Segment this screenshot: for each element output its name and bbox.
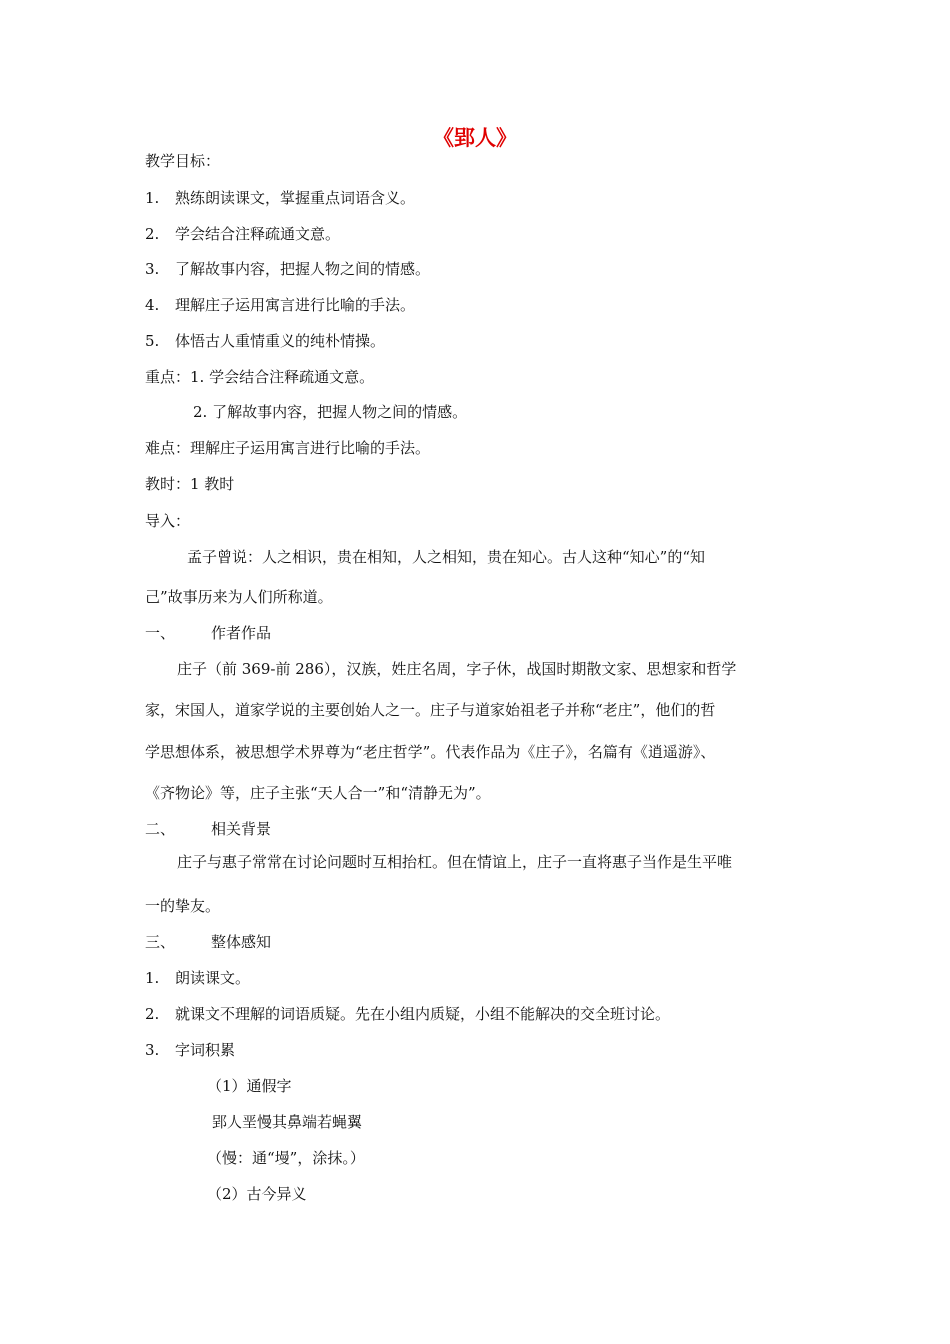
key-points (145, 367, 374, 387)
objective-item (145, 331, 385, 351)
intro-paragraph-line: 孟子曾说：人之相识，贵在相知，人之相知，贵在知心。古人这种“知心”的“知 (187, 548, 706, 566)
section-heading (145, 819, 271, 839)
vocab-subheading: （2）古今异义 (207, 1185, 307, 1203)
objective-number: 3. (145, 260, 160, 278)
objective-number: 1. (145, 189, 160, 207)
section-heading (145, 932, 271, 952)
objective-item (145, 224, 340, 244)
author-paragraph-line: 学思想体系，被思想学术界尊为“老庄哲学”。代表作品为《庄子》，名篇有《逍遥游》、 (145, 743, 716, 761)
list-item-number: 2. (145, 1005, 160, 1023)
difficulty-label: 难点： (145, 439, 191, 457)
section-title: 相关背景 (211, 820, 272, 838)
key-points-label: 重点： (145, 368, 191, 386)
list-item (145, 1040, 235, 1060)
section-title: 整体感知 (211, 933, 272, 951)
list-item-number: 3. (145, 1041, 160, 1059)
key-point-item: 1. 学会结合注释疏通文意。 (190, 368, 375, 386)
key-point-item: 2. 了解故事内容，把握人物之间的情感。 (193, 403, 468, 421)
intro-paragraph-line: 己”故事历来为人们所称道。 (145, 588, 333, 606)
objectives-heading: 教学目标： (145, 152, 221, 170)
section-heading (145, 623, 271, 643)
objective-text: 了解故事内容，把握人物之间的情感。 (175, 260, 431, 278)
vocab-subheading: （1）通假字 (207, 1077, 292, 1095)
list-item (145, 1004, 670, 1024)
objective-text: 体悟古人重情重义的纯朴情操。 (175, 332, 386, 350)
intro-heading: 导入： (145, 512, 191, 530)
difficulty (145, 438, 430, 458)
vocab-note: （慢：通“墁”，涂抹。） (207, 1149, 365, 1167)
section-number: 一、 (145, 624, 176, 642)
difficulty-text: 理解庄子运用寓言进行比喻的手法。 (190, 439, 431, 457)
objective-number: 4. (145, 296, 160, 314)
objective-item (145, 259, 430, 279)
objective-text: 学会结合注释疏通文意。 (175, 225, 341, 243)
objective-number: 5. (145, 332, 160, 350)
section-title: 作者作品 (211, 624, 272, 642)
list-item-text: 朗读课文。 (175, 969, 251, 987)
objective-text: 理解庄子运用寓言进行比喻的手法。 (175, 296, 416, 314)
document-title: 《郢人》 (433, 126, 517, 150)
background-paragraph-line: 一的挚友。 (145, 897, 221, 915)
background-paragraph-line: 庄子与惠子常常在讨论问题时互相抬杠。但在情谊上，庄子一直将惠子当作是生平唯 (177, 853, 733, 871)
author-paragraph-line: 庄子（前 369-前 286），汉族，姓庄名周，字子休，战国时期散文家、思想家和哲学 (177, 660, 737, 678)
objective-item (145, 188, 415, 208)
section-number: 三、 (145, 933, 176, 951)
list-item-number: 1. (145, 969, 160, 987)
author-paragraph-line: 家，宋国人，道家学说的主要创始人之一。庄子与道家始祖老子并称“老庄”，他们的哲 (145, 701, 716, 719)
vocab-example: 郢人垩慢其鼻端若蝇翼 (212, 1113, 363, 1131)
objective-item (145, 295, 415, 315)
author-paragraph-line: 《齐物论》等，庄子主张“天人合一”和“清静无为”。 (145, 784, 491, 802)
list-item-text: 字词积累 (175, 1041, 236, 1059)
objective-number: 2. (145, 225, 160, 243)
class-hours: 教时：1 教时 (145, 475, 235, 493)
list-item-text: 就课文不理解的词语质疑。先在小组内质疑，小组不能解决的交全班讨论。 (175, 1005, 671, 1023)
objective-text: 熟练朗读课文，掌握重点词语含义。 (175, 189, 416, 207)
list-item (145, 968, 250, 988)
section-number: 二、 (145, 820, 176, 838)
